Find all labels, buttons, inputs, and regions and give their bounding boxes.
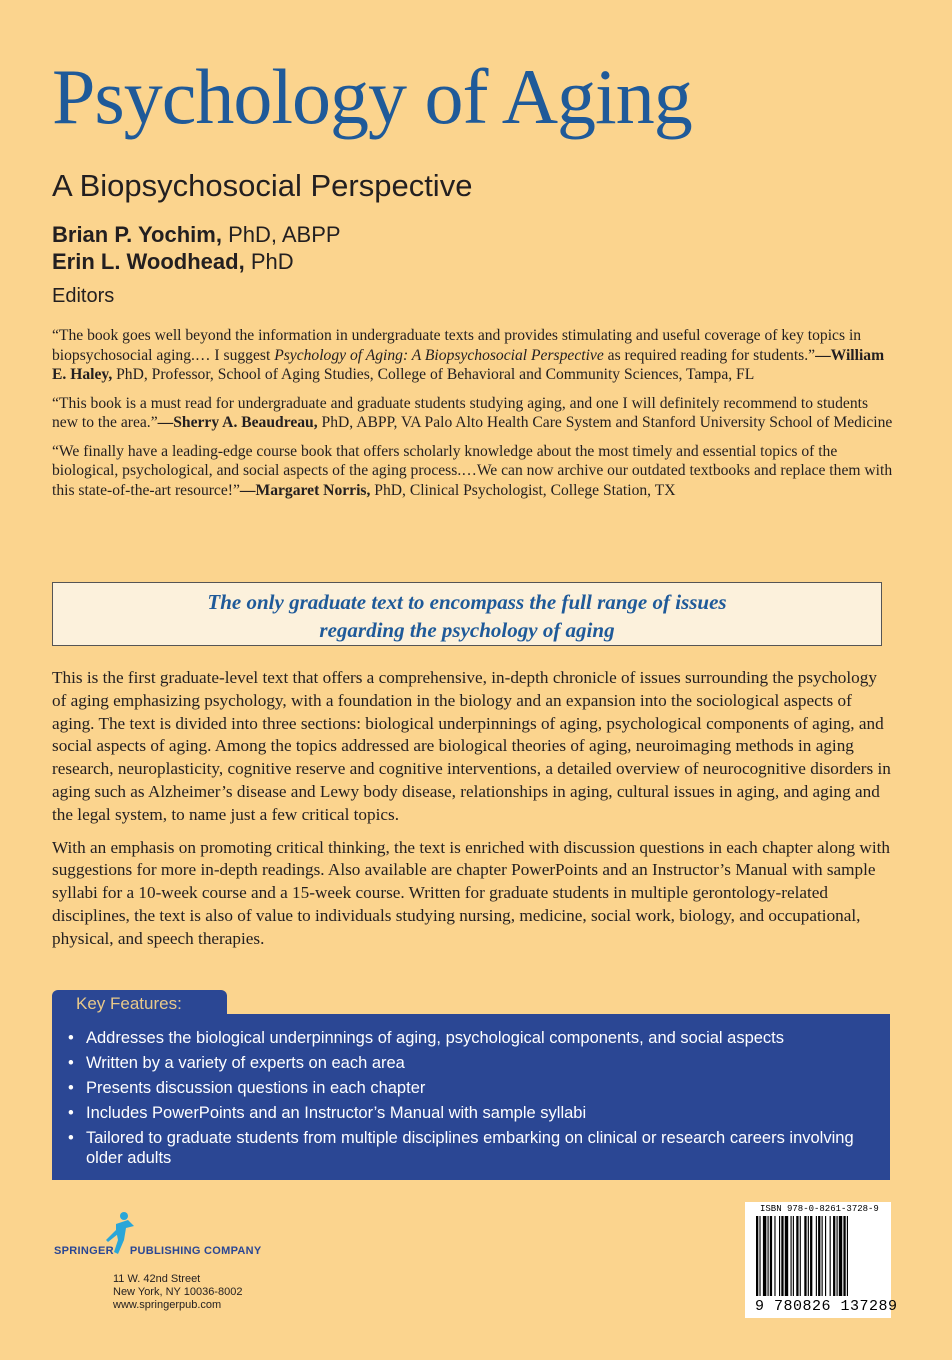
author-2 [52, 249, 294, 275]
barcode-bar [810, 1216, 812, 1296]
barcode-bar [847, 1216, 848, 1296]
author-2-credentials: PhD [244, 249, 294, 274]
endorsement-affiliation: PhD, ABPP, VA Palo Alto Health Care System and Stanford University School of Medicine [317, 414, 893, 431]
tagline-line-1: The only graduate text to encompass the full range of issues [207, 590, 727, 614]
endorsement-affiliation: PhD, Professor, School of Aging Studies, College of Behavioral and Community Sciences, Tampa, FL [112, 366, 755, 383]
barcode-bar [763, 1216, 766, 1296]
springer-figure-logo-icon [54, 1210, 284, 1266]
author-1-credentials: PhD, ABPP [221, 222, 341, 247]
key-features-title: Key Features: [76, 994, 182, 1013]
barcode-bar [830, 1216, 831, 1296]
barcode-bar [770, 1216, 772, 1296]
barcode-bar [759, 1216, 760, 1296]
endorsement-text: “This book is a must read for undergraduate and graduate students studying aging, and one I will definitely recommend to students new to the area.” [52, 394, 869, 431]
book-subtitle: A Biopsychosocial Perspective [52, 168, 473, 203]
endorsement-text: “The book goes well beyond the information in undergraduate texts and provides stimulating and useful coverage of key topics in biopsychosocial aging.… I suggest [52, 327, 862, 364]
key-feature-item: • Written by a variety of experts on each area [62, 1053, 882, 1073]
endorsement-book-title: Psychology of Aging: A Biopsychosocial Perspective [274, 346, 604, 364]
barcode-bar [785, 1216, 788, 1296]
description-paragraph-2: With an emphasis on promoting critical thinking, the text is enriched with discussion questions in each chapter along with suggestions for more in-depth readings. Also available are chapter PowerPoints and an Instructor’s Manual with sample syllabi for a 10-week course and a 15-week course. Written for graduate students in multiple gerontology-related disciplines, the text is also of value to individuals studying nursing, medicine, social work, biology, and occupational, physical, and speech therapies. [52, 837, 890, 948]
endorsement-author: —William E. Haley, [52, 346, 885, 383]
barcode-bar [825, 1216, 826, 1296]
barcode-bar [768, 1216, 769, 1296]
publisher-name [54, 1245, 262, 1257]
barcode-bar [774, 1216, 775, 1296]
endorsement-author: —Margaret Norris, [239, 481, 371, 499]
barcode-bar [818, 1216, 820, 1296]
key-feature-item: • Presents discussion questions in each chapter [62, 1078, 882, 1098]
description-paragraph-1: This is the first graduate-level text that offers a comprehensive, in-depth chronicle of issues surrounding the psychology of aging emphasizing psychology, with a foundation in the biology and an expansion into the sociological aspects of aging. The text is divided into three sections: biological underpinnings of aging, psychological components of aging, and social aspects of aging. Among the topics addressed are biological theories of aging, neuroimaging methods in aging research, neuroplasticity, cognitive reserve and cognitive interventions, a detailed overview of neurocognitive disorders in aging such as Alzheimer’s disease and Lewy body disease, relationships in aging, cultural issues in aging, and aging and the legal system, to name just a few critical topics. [52, 668, 891, 824]
barcode-bar [843, 1216, 845, 1296]
author-1-name: Brian P. Yochim, [52, 222, 222, 247]
author-1 [52, 222, 341, 248]
barcode-icon [756, 1216, 884, 1298]
barcode-bar [816, 1216, 817, 1296]
publisher-name-left: SPRINGER [54, 1245, 114, 1257]
endorsements [52, 326, 894, 509]
barcode-bar [756, 1216, 758, 1296]
key-feature-item: • Includes PowerPoints and an Instructor’s Manual with sample syllabi [62, 1103, 882, 1123]
key-feature-item: • Tailored to graduate students from multiple disciplines embarking on clinical or research careers involving older adults [62, 1128, 882, 1168]
publisher-name-right: PUBLISHING COMPANY [129, 1245, 262, 1257]
endorsement-affiliation: PhD, Clinical Psychologist, College Station, TX [370, 481, 676, 499]
endorsement-3 [52, 442, 894, 501]
endorsement-author: —Sherry A. Beaudreau, [157, 414, 318, 431]
endorsement-text-end: as required reading for students.” [603, 346, 816, 364]
barcode-digits: 9 780826 137289 [755, 1298, 898, 1315]
barcode-bar [839, 1216, 842, 1296]
barcode-bar [822, 1216, 823, 1296]
endorsement-1 [52, 326, 894, 385]
endorsement-2 [52, 394, 894, 433]
barcode-bar [837, 1216, 838, 1296]
book-description [52, 667, 894, 961]
barcode-bar [800, 1216, 801, 1296]
publisher-address [113, 1273, 242, 1312]
publisher-website: www.springerpub.com [113, 1299, 222, 1311]
barcode-bar [791, 1216, 792, 1296]
endorsement-text: “We finally have a leading-edge course book that offers scholarly knowledge about the most timely and essential topics of the biological, psychological, and social aspects of the aging process.…We can now archive our outdated textbooks and replace them with this state-of-the-art resource!” [52, 442, 893, 499]
barcode-bar [793, 1216, 794, 1296]
address-city: New York, NY 10036-8002 [113, 1286, 243, 1298]
book-title: Psychology of Aging [52, 53, 692, 140]
key-feature-item: • Addresses the biological underpinnings of aging, psychological components, and social aspects [62, 1028, 882, 1048]
barcode-bar [781, 1216, 783, 1296]
author-2-name: Erin L. Woodhead, [52, 249, 245, 274]
key-features-list [62, 1028, 882, 1173]
isbn-label: ISBN 978-0-8261-3728-9 [760, 1204, 879, 1214]
tagline-callout [52, 582, 882, 646]
barcode-bar [804, 1216, 806, 1296]
barcode-bar [796, 1216, 798, 1296]
barcode-bar [833, 1216, 835, 1296]
address-street: 11 W. 42nd Street [113, 1273, 201, 1285]
editors-label: Editors [52, 285, 115, 307]
tagline-line-2: regarding the psychology of aging [319, 618, 615, 642]
barcode-bar [779, 1216, 780, 1296]
barcode-bar [808, 1216, 809, 1296]
